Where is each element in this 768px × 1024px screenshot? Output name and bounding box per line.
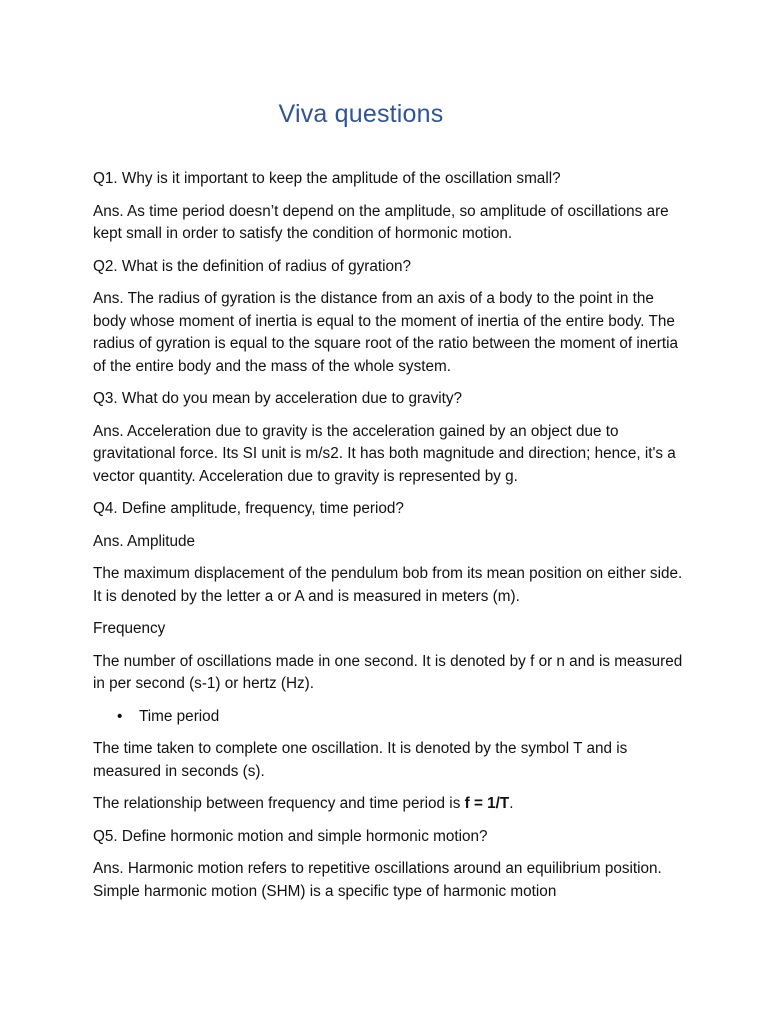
question-3: Q3. What do you mean by acceleration due to gravity?	[93, 390, 463, 407]
answer-4-amplitude-text: The maximum displacement of the pendulum bob from its mean position on either side. It is denoted by the letter a or A and is measured in meters (m).	[93, 565, 683, 605]
answer-4-period-bullet	[93, 706, 683, 729]
relationship-line	[93, 793, 683, 816]
answer-1: Ans. As time period doesn’t depend on the amplitude, so amplitude of oscillations are kept small in order to satisfy the condition of hormonic motion.	[93, 202, 669, 242]
question-5: Q5. Define hormonic motion and simple hormonic motion?	[93, 827, 488, 845]
answer-5: Ans. Harmonic motion refers to repetitive oscillations around an equilibrium position. Simple harmonic motion (SHM) is a specific type of harmonic motion	[93, 860, 662, 900]
relationship-suffix: .	[509, 795, 514, 812]
answer-2: Ans. The radius of gyration is the distance from an axis of a body to the point in the body whose moment of inertia is equal to the moment of inertia of the entire body. The radius of gyration is equal to the square root of the ratio between the moment of inertia of the entire body and the mass of the whole system.	[93, 290, 679, 375]
answer-4-frequency-text: The number of oscillations made in one second. It is denoted by f or n and is measured in per second (s-1) or hertz (Hz).	[93, 652, 683, 692]
page-title: Viva questions	[278, 100, 444, 128]
answer-4-amplitude-heading: Ans. Amplitude	[93, 532, 196, 550]
bullet-icon: •	[117, 707, 123, 725]
document-body	[93, 168, 683, 913]
answer-4-period-heading: Time period	[139, 707, 220, 725]
question-4: Q4. Define amplitude, frequency, time period?	[93, 500, 404, 517]
question-2: Q2. What is the definition of radius of gyration?	[93, 257, 412, 275]
question-1: Q1. Why is it important to keep the amplitude of the oscillation small?	[93, 170, 561, 187]
relationship-prefix: The relationship between frequency and time period is	[93, 795, 465, 812]
relationship-formula: f = 1/T	[464, 795, 510, 812]
answer-3: Ans. Acceleration due to gravity is the acceleration gained by an object due to gravitational force. Its SI unit is m/s2. It has both magnitude and direction; hence, it's a vector quantity. Acceleration due to gravity is represented by g.	[93, 422, 676, 485]
answer-4-frequency-heading: Frequency	[93, 620, 166, 637]
answer-4-period-text: The time taken to complete one oscillation. It is denoted by the symbol T and is measured in seconds (s).	[93, 740, 628, 780]
